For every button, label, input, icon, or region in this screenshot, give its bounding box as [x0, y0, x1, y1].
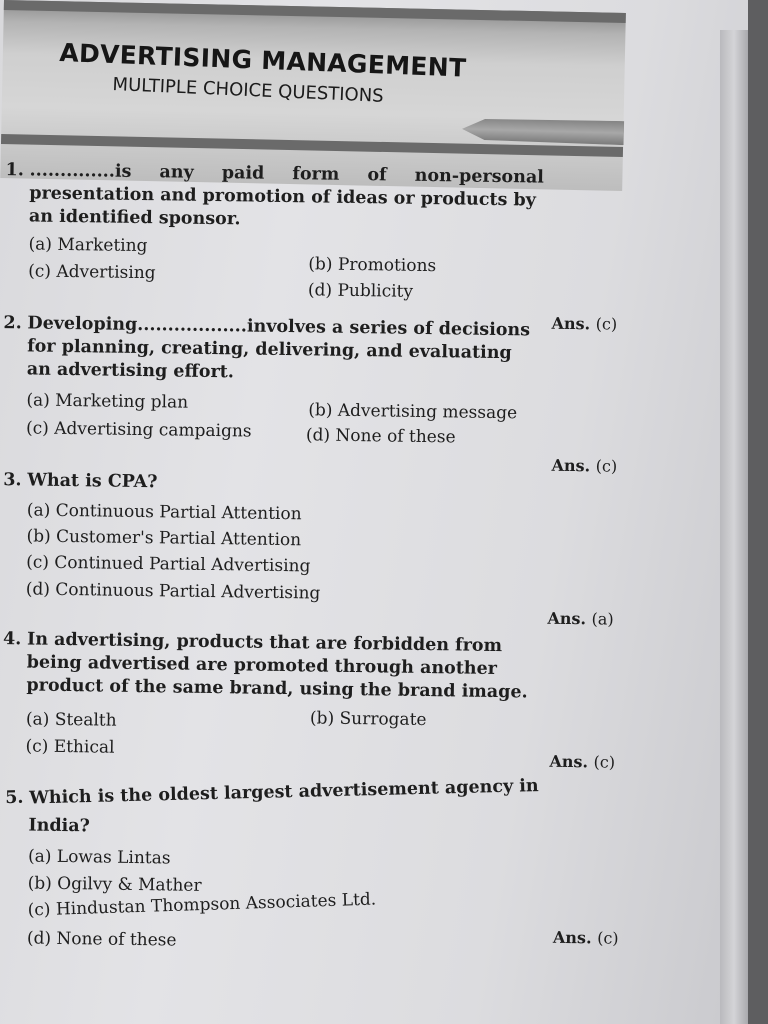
question-number: 3. [3, 470, 22, 491]
option-a: (a) Marketing [28, 234, 148, 257]
option-c: (c) Continued Partial Advertising [26, 552, 311, 577]
question-text-line: Which is the oldest largest advertisement agency in [28, 776, 539, 809]
question-text-line: being advertised are promoted through another [26, 652, 498, 680]
question-number: 5. [4, 787, 24, 809]
option-c: (c) Hindustan Thompson Associates Ltd. [27, 889, 377, 921]
option-b: (b) Surrogate [309, 708, 427, 731]
answer: Ans. (c) [551, 455, 618, 476]
option-c: (c) Ethical [25, 736, 115, 758]
question-text-line: for planning, creating, delivering, and evaluating [27, 336, 512, 364]
question-number: 1. [5, 160, 25, 181]
question-text-line: an advertising effort. [26, 359, 235, 383]
question-text-line: ..............is any paid form of non-personal [29, 160, 545, 188]
question-text-line: an identified sponsor. [28, 206, 241, 230]
answer: Ans. (c) [551, 313, 618, 334]
question-number: 4. [2, 629, 22, 650]
option-b: (b) Advertising message [308, 400, 518, 424]
option-d: (d) Continuous Partial Advertising [25, 579, 321, 604]
option-d: (d) None of these [26, 928, 177, 951]
option-c: (c) Advertising [28, 261, 156, 284]
question-number: 2. [3, 313, 22, 334]
option-a: (a) Lowas Lintas [27, 846, 171, 869]
answer: Ans. (c) [549, 751, 616, 772]
question-text-line: In advertising, products that are forbidden from [26, 629, 503, 657]
page-title: ADVERTISING MANAGEMENT [58, 38, 467, 83]
option-a: (a) Marketing plan [26, 390, 189, 413]
question-text-line: What is CPA? [27, 470, 158, 493]
page-subtitle: MULTIPLE CHOICE QUESTIONS [112, 74, 385, 107]
option-a: (a) Continuous Partial Attention [26, 500, 302, 525]
option-d: (d) Publicity [307, 280, 414, 302]
answer: Ans. (a) [547, 608, 614, 629]
option-c: (c) Advertising campaigns [25, 418, 252, 442]
question-text-line: product of the same brand, using the brand image. [26, 675, 528, 703]
option-d: (d) None of these [305, 425, 456, 448]
question-text-line: India? [28, 815, 91, 837]
question-text-line: presentation and promotion of ideas or products by [29, 183, 537, 211]
option-b: (b) Customer's Partial Attention [26, 526, 302, 551]
option-a: (a) Stealth [25, 709, 117, 731]
option-b: (b) Ogilvy & Mather [27, 873, 202, 896]
answer: Ans. (c) [552, 927, 619, 948]
question-text-line: Developing..................involves a series of decisions [27, 313, 531, 341]
option-b: (b) Promotions [308, 254, 437, 277]
